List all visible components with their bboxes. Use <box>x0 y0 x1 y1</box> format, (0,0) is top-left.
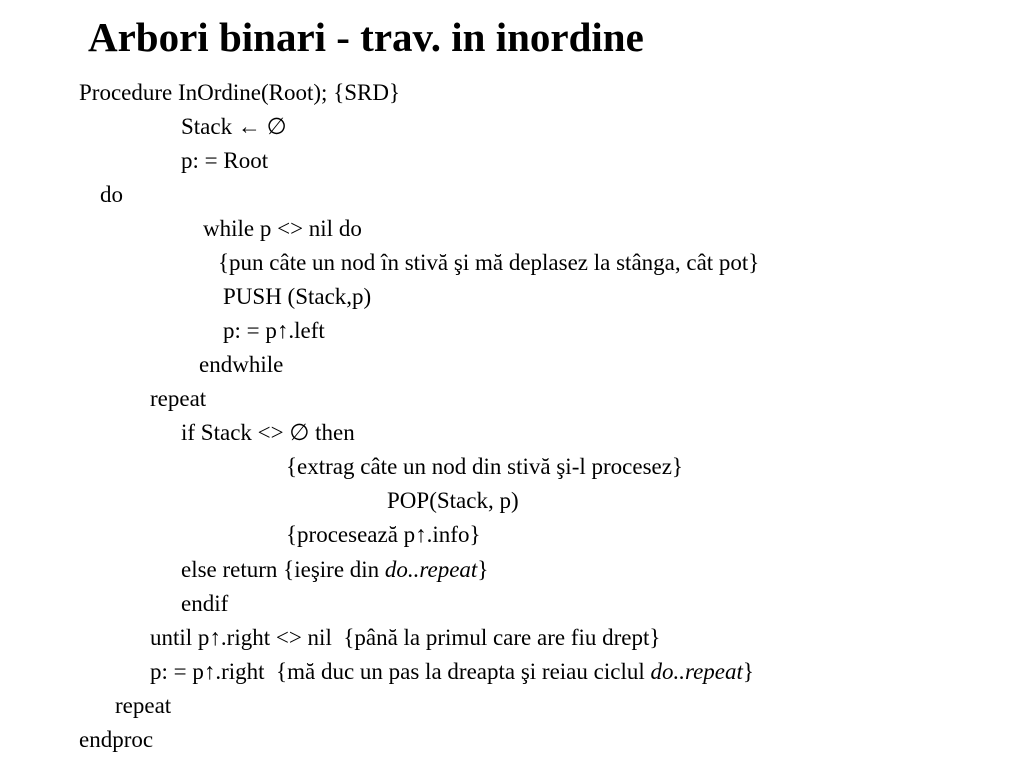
code-line-endwhile: endwhile <box>199 352 284 377</box>
code-text: } <box>477 557 489 582</box>
code-line-p-assign-root: p: = Root <box>181 148 269 173</box>
code-line-p-right <box>150 657 754 687</box>
code-line-stack-init: Stack ← ∅ <box>181 114 287 139</box>
code-text: else return {ieşire din <box>181 557 385 582</box>
code-line-if-stack: if Stack <> ∅ then <box>181 420 355 445</box>
code-line-repeat-outer: repeat <box>115 693 172 718</box>
code-line-repeat-inner: repeat <box>150 386 207 411</box>
code-line-do: do <box>100 182 123 207</box>
code-line-pop: POP(Stack, p) <box>387 488 519 513</box>
code-line-while: while p <> nil do <box>203 216 362 241</box>
slide-title: Arbori binari - trav. in inordine <box>88 14 644 60</box>
code-line-push: PUSH (Stack,p) <box>223 284 372 309</box>
code-text: p: = p↑.right {mă duc un pas la dreapta şi reiau ciclul <box>150 659 651 684</box>
code-line-else-return <box>181 555 488 585</box>
code-line-endproc: endproc <box>79 727 154 752</box>
code-line-procedure-header: Procedure InOrdine(Root); {SRD} <box>79 80 401 105</box>
code-line-until: until p↑.right <> nil {până la primul care are fiu drept} <box>150 625 661 650</box>
code-italic-text: do..repeat <box>650 659 743 684</box>
code-line-endif: endif <box>181 591 229 616</box>
code-comment-push-left: {pun câte un nod în stivă şi mă deplasez la stânga, cât pot} <box>218 250 760 275</box>
code-line-p-left: p: = p↑.left <box>223 318 325 343</box>
code-italic-text: do..repeat <box>384 557 478 582</box>
code-comment-process: {procesează p↑.info} <box>286 522 481 547</box>
code-comment-extract: {extrag câte un nod din stivă şi-l procesez} <box>286 454 683 479</box>
code-text: } <box>742 659 754 684</box>
